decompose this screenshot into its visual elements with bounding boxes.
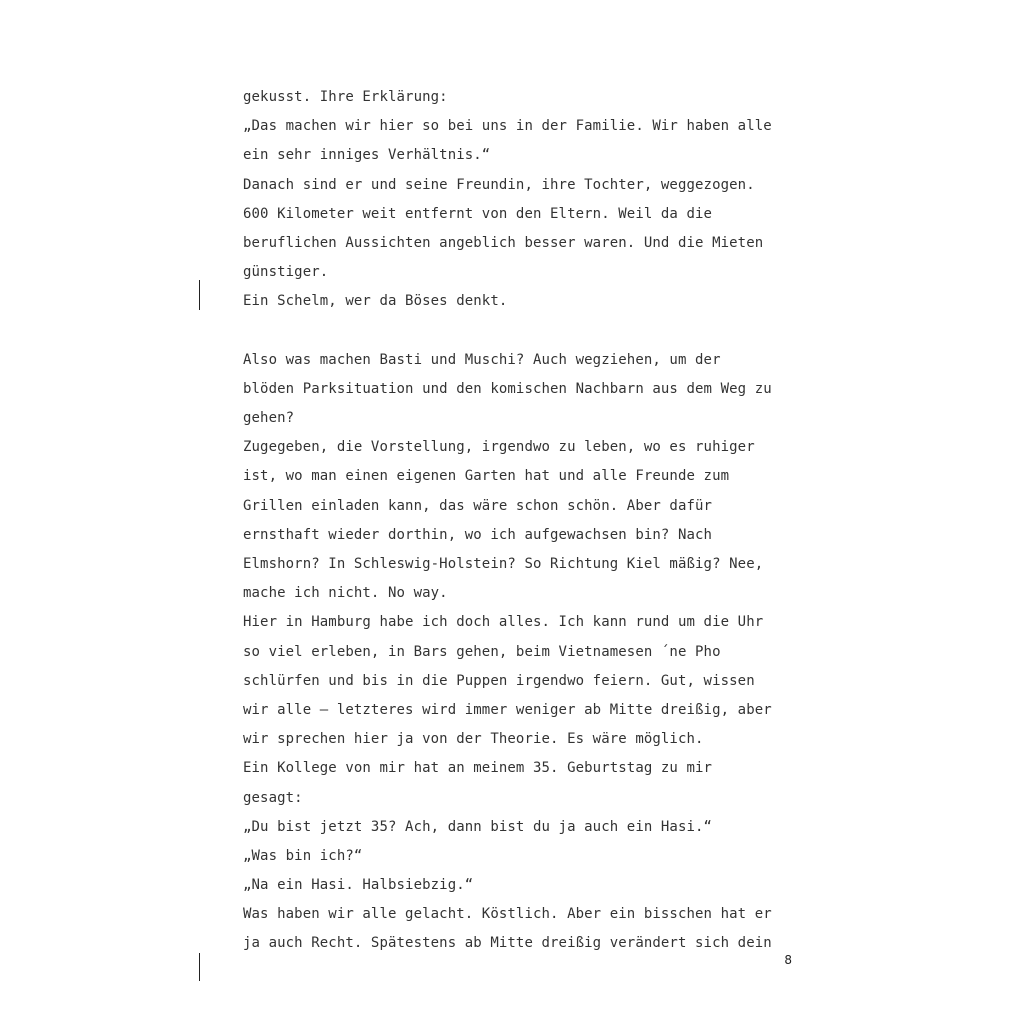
text-line: Danach sind er und seine Freundin, ihre Tochter, weggezogen.	[243, 176, 755, 193]
text-line: wir alle – letzteres wird immer weniger ab Mitte dreißig, aber	[243, 701, 772, 718]
text-line: Also was machen Basti und Muschi? Auch wegziehen, um der	[243, 351, 721, 368]
text-line: Elmshorn? In Schleswig-Holstein? So Richtung Kiel mäßig? Nee,	[243, 556, 764, 572]
page-number: 8	[784, 953, 792, 967]
text-line: schlürfen und bis in die Puppen irgendwo feiern. Gut, wissen	[243, 672, 755, 689]
text-line: ernsthaft wieder dorthin, wo ich aufgewachsen bin? Nach	[243, 526, 713, 543]
page-body-text	[243, 83, 803, 959]
text-line: beruflichen Aussichten angeblich besser waren. Und die Mieten	[243, 234, 764, 251]
text-line: ein sehr inniges Verhältnis.“	[243, 147, 491, 164]
text-line: Hier in Hamburg habe ich doch alles. Ich kann rund um die Uhr	[243, 614, 764, 631]
text-line: gekusst. Ihre Erklärung:	[243, 89, 448, 105]
text-line: so viel erleben, in Bars gehen, beim Vietnamesen ´ne Pho	[243, 643, 721, 660]
text-line: 600 Kilometer weit entfernt von den Eltern. Weil da die	[243, 205, 713, 222]
text-line: Ein Kollege von mir hat an meinem 35. Geburtstag zu mir	[243, 760, 713, 777]
text-line: „Du bist jetzt 35? Ach, dann bist du ja auch ein Hasi.“	[243, 818, 713, 835]
text-line: blöden Parksituation und den komischen Nachbarn aus dem Weg zu	[243, 380, 772, 397]
text-line: mache ich nicht. No way.	[243, 585, 448, 602]
text-line: wir sprechen hier ja von der Theorie. Es wäre möglich.	[243, 731, 704, 748]
text-line: ist, wo man einen eigenen Garten hat und alle Freunde zum	[243, 468, 730, 485]
text-line: gesagt:	[243, 789, 303, 806]
blank-line	[243, 317, 803, 346]
text-line: gehen?	[243, 410, 295, 427]
text-line: günstiger.	[243, 264, 329, 281]
text-line: „Das machen wir hier so bei uns in der Familie. Wir haben alle	[243, 118, 772, 135]
text-line: ja auch Recht. Spätestens ab Mitte dreißig verändert sich dein	[243, 935, 772, 952]
text-line: Grillen einladen kann, das wäre schon schön. Aber dafür	[243, 497, 713, 514]
text-line: „Na ein Hasi. Halbsiebzig.“	[243, 877, 474, 894]
text-line: Zugegeben, die Vorstellung, irgendwo zu leben, wo es ruhiger	[243, 439, 755, 456]
text-line: Was haben wir alle gelacht. Köstlich. Aber ein bisschen hat er	[243, 906, 772, 923]
text-line: „Was bin ich?“	[243, 847, 363, 864]
text-line: Ein Schelm, wer da Böses denkt.	[243, 293, 508, 310]
margin-change-bar	[199, 953, 200, 981]
margin-change-bar	[199, 280, 200, 310]
